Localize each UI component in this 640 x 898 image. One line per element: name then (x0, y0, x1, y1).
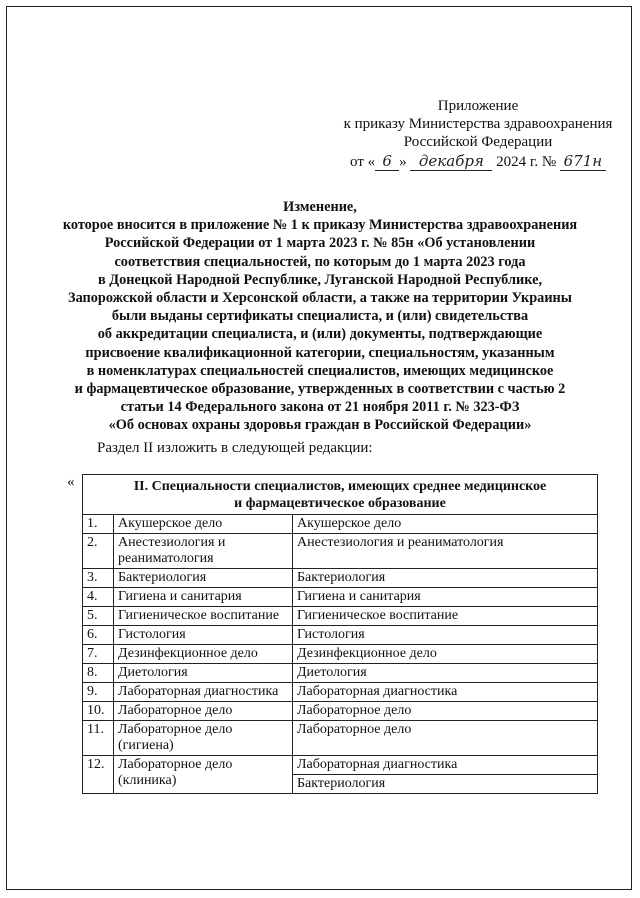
old-specialty: Гигиена и санитария (114, 588, 293, 607)
old-specialty: Гистология (114, 626, 293, 645)
table-row (83, 569, 598, 588)
order-number-handwritten: 671н (560, 152, 606, 171)
new-specialty: Гигиена и санитария (293, 588, 598, 607)
new-specialty: Бактериология (293, 569, 598, 588)
title-line: «Об основах охраны здоровья граждан в Российской Федерации» (108, 417, 532, 434)
row-number: 8. (83, 664, 114, 683)
new-specialty: Гигиеническое воспитание (293, 607, 598, 626)
table-row (83, 588, 598, 607)
row-number: 10. (83, 702, 114, 721)
row-number: 7. (83, 645, 114, 664)
date-day-handwritten: 6 (375, 152, 399, 171)
appendix-label: Приложение (437, 98, 519, 114)
title-line: Запорожской области и Херсонской области, а также на территории Украины (68, 290, 572, 307)
new-specialty: Гистология (293, 626, 598, 645)
new-specialty: Лабораторное дело (293, 702, 598, 721)
title-line: присвоение квалификационной категории, специальностям, указанным (85, 344, 555, 361)
new-specialty: Лабораторная диагностика (293, 683, 598, 702)
appendix-date-line (338, 152, 618, 171)
date-prefix: от « (350, 154, 376, 170)
new-specialty: Диетология (293, 664, 598, 683)
old-specialty: Лабораторная диагностика (114, 683, 293, 702)
row-number: 6. (83, 626, 114, 645)
row-number: 1. (83, 515, 114, 534)
intro-text: Раздел II изложить в следующей редакции: (97, 440, 373, 456)
new-specialty: Лабораторное дело (293, 721, 598, 756)
old-specialty: Гигиеническое воспитание (114, 607, 293, 626)
new-specialty: Акушерское дело (293, 515, 598, 534)
title-line: статьи 14 Федерального закона от 21 ноября 2011 г. № 323-ФЗ (120, 399, 520, 416)
date-year: 2024 г. № (496, 154, 557, 170)
old-specialty: Лабораторное дело (гигиена) (114, 721, 293, 756)
new-specialty: Дезинфекционное дело (293, 645, 598, 664)
old-specialty: Лабораторное дело (клиника) (114, 756, 293, 794)
title-line: соответствия специальностей, по которым до 1 марта 2023 года (114, 253, 526, 270)
table-row (83, 721, 598, 756)
title-line: были выданы сертификаты специалиста, и (или) свидетельства (111, 308, 529, 325)
title-line: и фармацевтическое образование, утвержденных в соответствии с частью 2 (74, 381, 566, 398)
old-specialty: Акушерское дело (114, 515, 293, 534)
title-line: в номенклатурах специальностей специалистов, имеющих медицинское (86, 362, 554, 379)
table-header (83, 475, 598, 515)
old-specialty: Анестезиология и реаниматология (114, 534, 293, 569)
title-line: об аккредитации специалиста, и (или) документы, подтверждающие (97, 326, 543, 343)
row-number: 4. (83, 588, 114, 607)
table-row (83, 626, 598, 645)
appendix-order-ref: к приказу Министерства здравоохранения (343, 116, 613, 132)
old-specialty: Дезинфекционное дело (114, 645, 293, 664)
row-number: 3. (83, 569, 114, 588)
old-specialty: Диетология (114, 664, 293, 683)
date-quote-close: » (399, 154, 407, 170)
appendix-header (338, 97, 618, 171)
title-line: Изменение, (283, 199, 357, 215)
table-row (83, 607, 598, 626)
old-specialty: Бактериология (114, 569, 293, 588)
table-row (83, 645, 598, 664)
table-row (83, 664, 598, 683)
row-number: 12. (83, 756, 114, 794)
specialties-table (82, 474, 598, 794)
new-specialty: Лабораторная диагностика (293, 756, 598, 775)
table-header-line2: и фармацевтическое образование (234, 496, 446, 511)
title-line: Российской Федерации от 1 марта 2023 г. № 85н «Об установлении (104, 235, 536, 252)
title-line: в Донецкой Народной Республике, Луганской Народной Республике, (97, 271, 543, 288)
opening-quote-mark: « (67, 474, 75, 490)
row-number: 2. (83, 534, 114, 569)
table-row (83, 534, 598, 569)
old-specialty: Лабораторное дело (114, 702, 293, 721)
document-title (30, 198, 610, 435)
new-specialty: Бактериология (293, 775, 598, 794)
row-number: 5. (83, 607, 114, 626)
table-header-line1: II. Специальности специалистов, имеющих среднее медицинское (133, 479, 547, 494)
new-specialty: Анестезиология и реаниматология (293, 534, 598, 569)
date-month-handwritten: декабря (410, 152, 492, 171)
title-line: которое вносится в приложение № 1 к приказу Министерства здравоохранения (62, 217, 578, 234)
table-row (83, 756, 598, 775)
row-number: 11. (83, 721, 114, 756)
appendix-country: Российской Федерации (403, 134, 553, 150)
table-row (83, 683, 598, 702)
row-number: 9. (83, 683, 114, 702)
table-row (83, 515, 598, 534)
table-row (83, 702, 598, 721)
table-header-row (83, 475, 598, 515)
